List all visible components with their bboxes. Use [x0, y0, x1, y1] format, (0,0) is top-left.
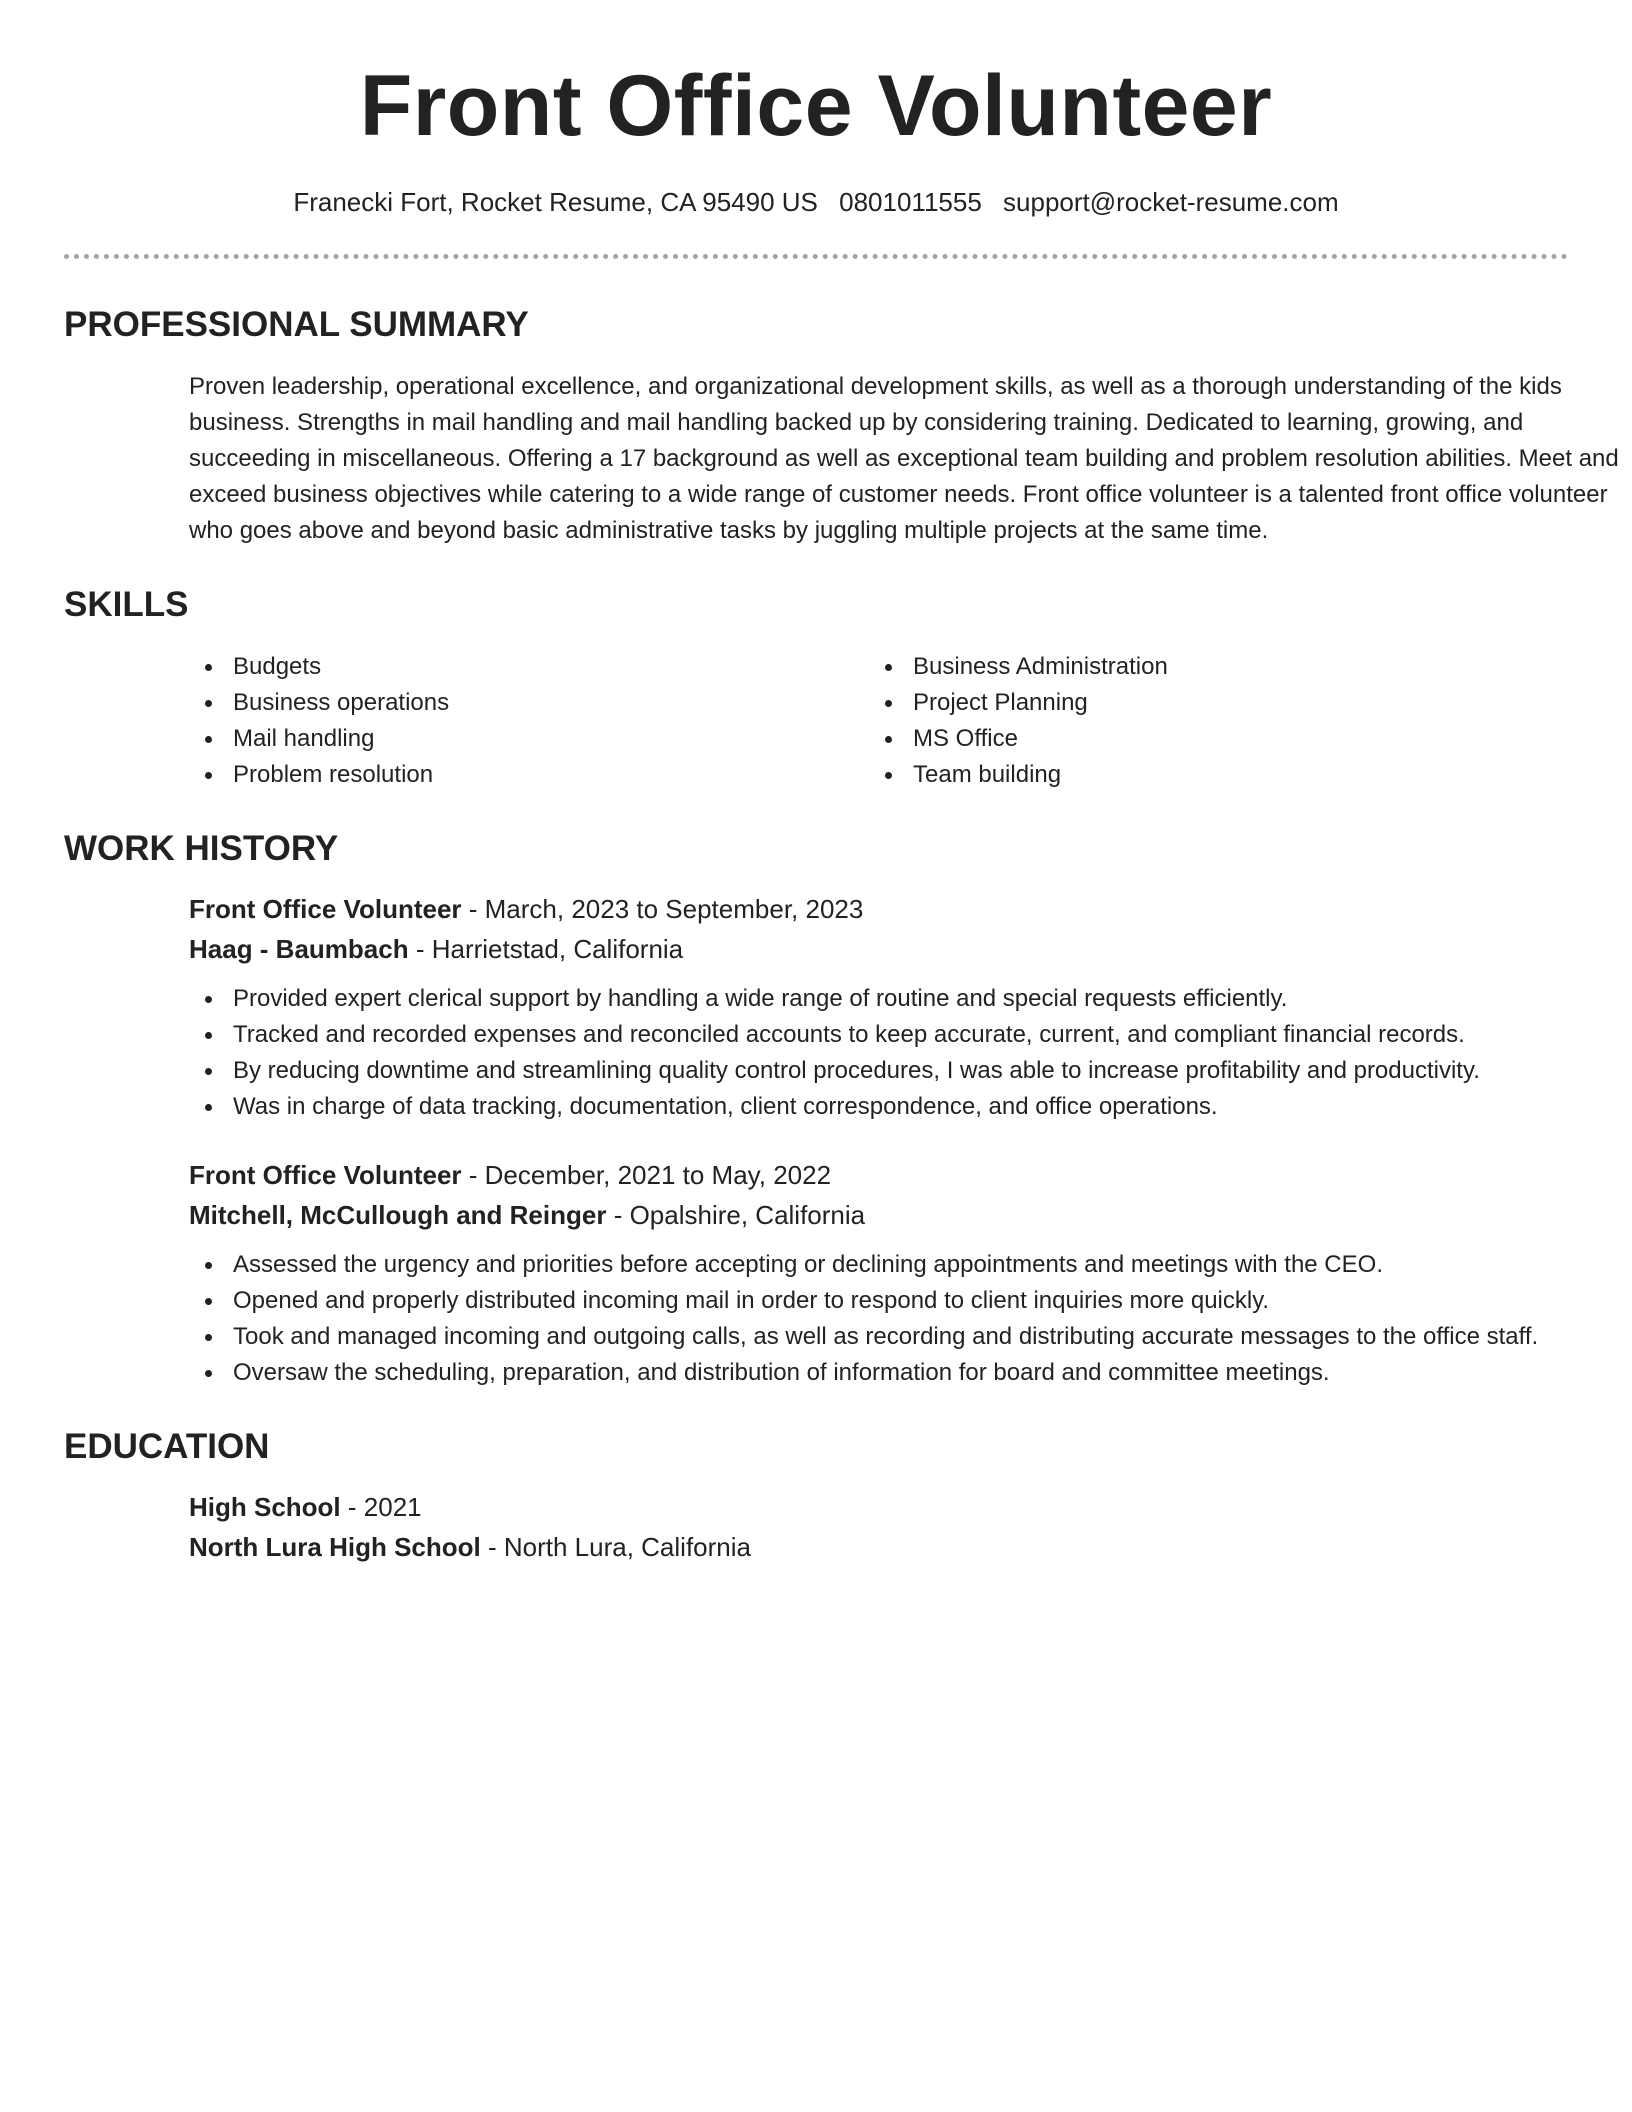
job-title-line: [189, 1155, 1629, 1195]
job-dates: - March, 2023 to September, 2023: [461, 894, 864, 924]
education-heading: EDUCATION: [64, 1427, 270, 1466]
header-divider: [64, 254, 1568, 259]
job-company: Mitchell, McCullough and Reinger: [189, 1200, 607, 1230]
job-entry: [189, 889, 1629, 1125]
education-school-line: [189, 1527, 1629, 1567]
job-location: - Opalshire, California: [606, 1200, 866, 1230]
job-company: Haag - Baumbach: [189, 934, 409, 964]
summary-text: Proven leadership, operational excellence, and organizational development skills, as well as a thorough understanding of the kids business. Strengths in mail handling and mail handling backed up by considering training. Dedicated to learning, growing, and succeeding in miscellaneous. Offering a 17 background as well as exceptional team building and problem resolution abilities. Meet and exceed business objectives while catering to a wide range of customer needs. Front office volunteer is a talented front office volunteer who goes above and beyond basic administrative tasks by juggling multiple projects at the same time.: [189, 373, 1619, 544]
contact-line: [64, 184, 1568, 220]
skill-item: Mail handling: [189, 721, 869, 757]
education-entry: [189, 1487, 1629, 1567]
education-degree: High School: [189, 1492, 341, 1522]
skills-column-right: [869, 649, 1549, 793]
job-dates: - December, 2021 to May, 2022: [461, 1160, 832, 1190]
job-duties: [189, 981, 1629, 1125]
job-duty: Oversaw the scheduling, preparation, and distribution of information for board and committee meetings.: [189, 1355, 1629, 1391]
skills-heading: SKILLS: [64, 585, 189, 624]
skill-item: Project Planning: [869, 685, 1549, 721]
skills-list: [189, 649, 1629, 793]
job-company-line: [189, 929, 1629, 969]
skill-item: MS Office: [869, 721, 1549, 757]
skills-column-left: [189, 649, 869, 793]
work-history-heading: WORK HISTORY: [64, 829, 339, 868]
job-duty: Took and managed incoming and outgoing calls, as well as recording and distributing accurate messages to the office staff.: [189, 1319, 1629, 1355]
job-position: Front Office Volunteer: [189, 1160, 462, 1190]
job-title-line: [189, 889, 1629, 929]
contact-email: support@rocket-resume.com: [1003, 187, 1339, 217]
education-year: - 2021: [340, 1492, 422, 1522]
skill-item: Business operations: [189, 685, 869, 721]
job-company-line: [189, 1195, 1629, 1235]
job-duty: Assessed the urgency and priorities before accepting or declining appointments and meetings with the CEO.: [189, 1247, 1629, 1283]
skill-item: Budgets: [189, 649, 869, 685]
job-duty: Was in charge of data tracking, documentation, client correspondence, and office operations.: [189, 1089, 1629, 1125]
job-duty: Tracked and recorded expenses and reconciled accounts to keep accurate, current, and compliant financial records.: [189, 1017, 1629, 1053]
education-location: - North Lura, California: [480, 1532, 751, 1562]
job-entry: [189, 1155, 1629, 1391]
contact-phone: 0801011555: [839, 187, 982, 217]
job-duty: Provided expert clerical support by handling a wide range of routine and special requests efficiently.: [189, 981, 1629, 1017]
education-degree-line: [189, 1487, 1629, 1527]
job-duty: By reducing downtime and streamlining quality control procedures, I was able to increase profitability and productivity.: [189, 1053, 1629, 1089]
contact-address: Franecki Fort, Rocket Resume, CA 95490 US: [293, 187, 818, 217]
skill-item: Business Administration: [869, 649, 1549, 685]
resume-name: Front Office Volunteer: [359, 58, 1273, 154]
summary-heading: PROFESSIONAL SUMMARY: [64, 305, 529, 344]
job-location: - Harrietstad, California: [408, 934, 684, 964]
education-school: North Lura High School: [189, 1532, 481, 1562]
job-duties: [189, 1247, 1629, 1391]
job-duty: Opened and properly distributed incoming mail in order to respond to client inquiries more quickly.: [189, 1283, 1629, 1319]
skill-item: Team building: [869, 757, 1549, 793]
job-position: Front Office Volunteer: [189, 894, 462, 924]
skill-item: Problem resolution: [189, 757, 869, 793]
